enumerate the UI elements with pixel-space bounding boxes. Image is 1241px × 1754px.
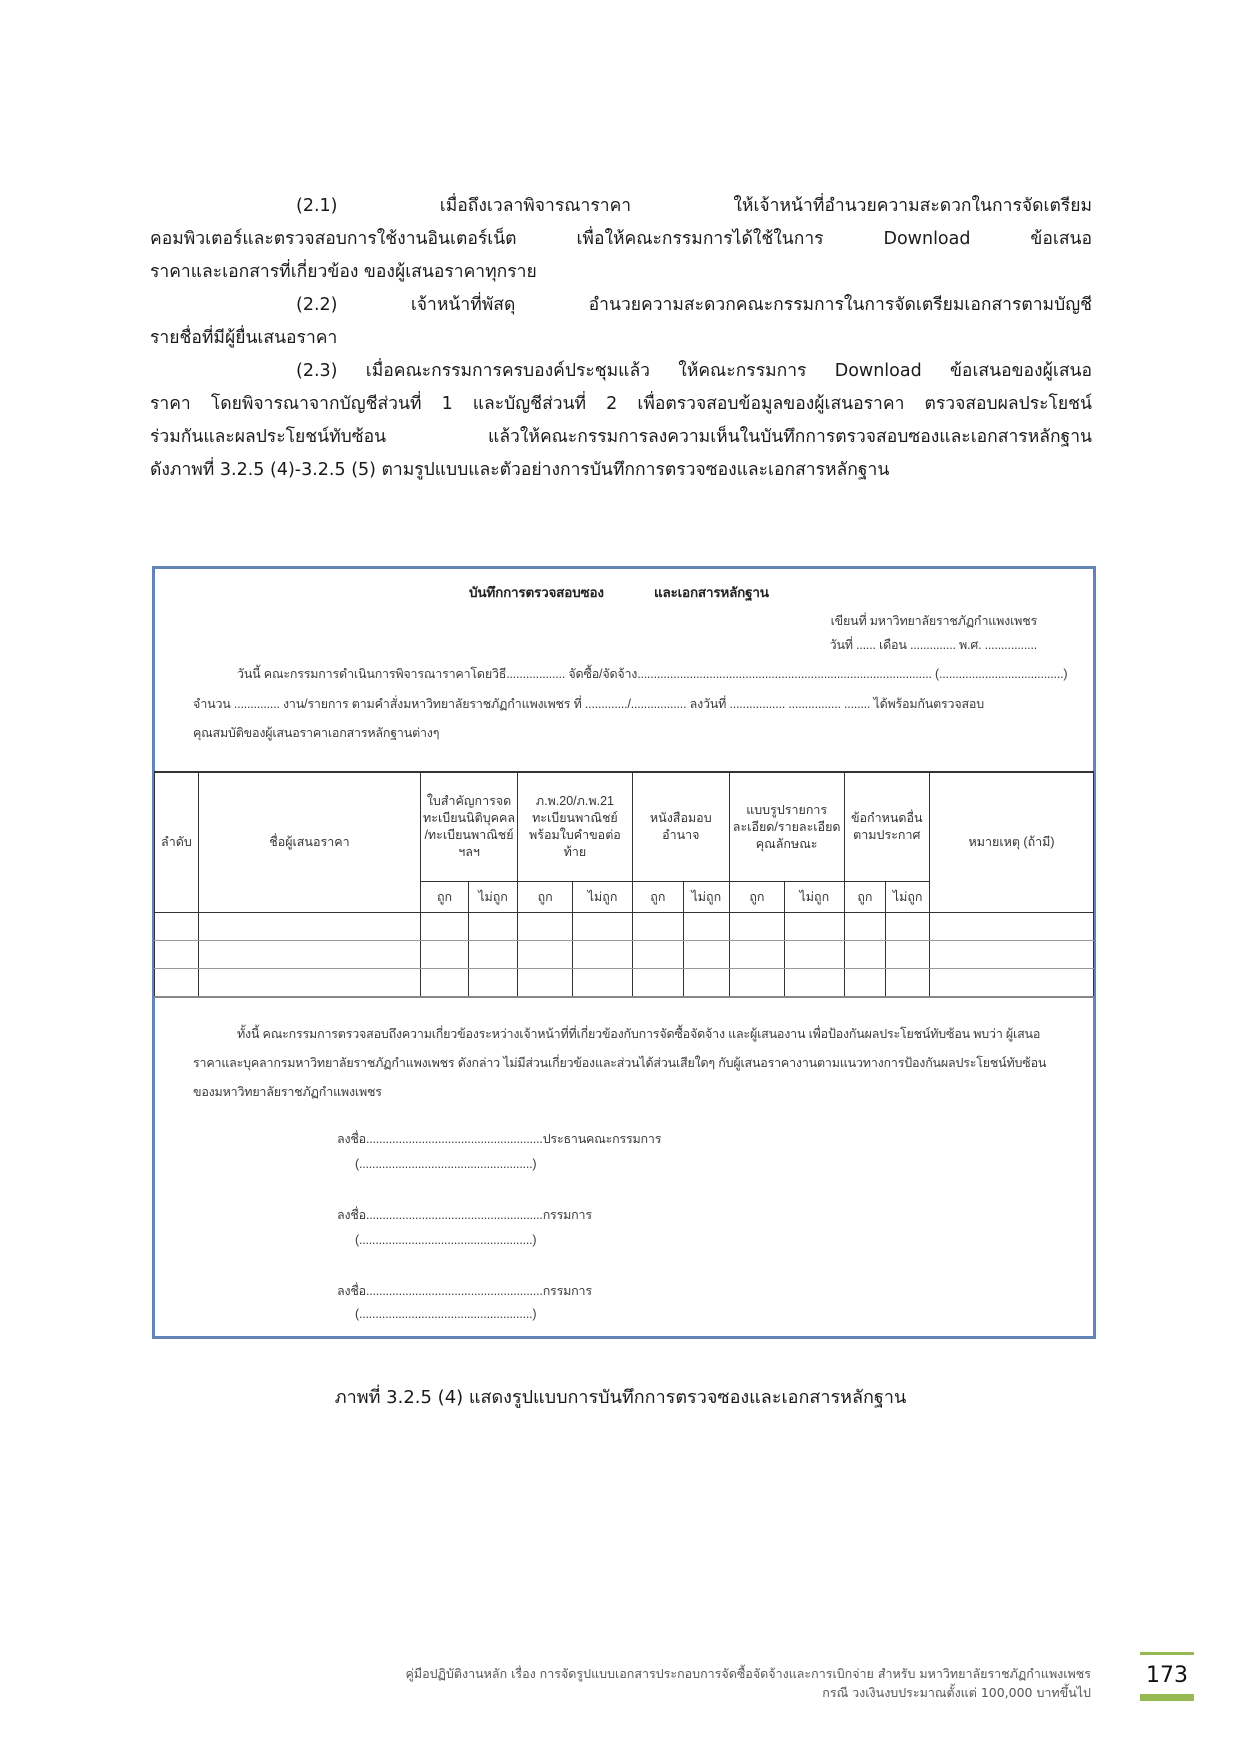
form-statement-line-2: ราคาและบุคลากรมหาวิทยาลัยราชภัฏกำแพงเพชร ดังกล่าว ไม่มีส่วนเกี่ยวข้องและส่วนได้ส่วนเสียใดๆ กับผู้เสนอราคางานตามแนวทางการป้องกันผลประโยชน์ทับซ้อน: [193, 1056, 1047, 1070]
subheader-incorrect: ไม่ถูก: [573, 882, 632, 913]
signature-committee-1: ลงชื่อ......................................................กรรมการ: [337, 1208, 592, 1222]
subheader-correct: ถูก: [632, 882, 683, 913]
page-number-bottom-bar: [1140, 1694, 1194, 1701]
paragraph-2-1-line-1: (2.1) เมื่อถึงเวลาพิจารณาราคา ให้เจ้าหน้าที่อำนวยความสะดวกในการจัดเตรียม: [296, 196, 1092, 216]
form-statement-line-1: ทั้งนี้ คณะกรรมการตรวจสอบถึงความเกี่ยวข้องระหว่างเจ้าหน้าที่ที่เกี่ยวข้องกับการจัดซื้อจัดจ้าง และผู้เสนองาน เพื่อป้องกันผลประโยชน์ทับซ้อน พบว่า ผู้เสนอ: [237, 1027, 1041, 1041]
subheader-correct: ถูก: [729, 882, 784, 913]
subheader-correct: ถูก: [518, 882, 573, 913]
header-registration-certificate: ใบสำคัญการจด ทะเบียนนิติบุคคล /ทะเบียนพาณิชย์ ฯลฯ: [421, 772, 518, 882]
footer-line-2: กรณี วงเงินงบประมาณตั้งแต่ 100,000 บาทขึ้นไป: [822, 1685, 1091, 1700]
signature-committee-1-name: (.....................................................): [355, 1233, 537, 1247]
signature-chairman: ลงชื่อ......................................................ประธานคณะกรรมการ: [337, 1132, 662, 1146]
form-date-line: วันที่ ...... เดือน .............. พ.ศ. ................: [829, 638, 1037, 652]
header-bidder-name: ชื่อผู้เสนอราคา: [198, 772, 420, 913]
paragraph-2-3-line-2: ราคา โดยพิจารณาจากบัญชีส่วนที่ 1 และบัญชีส่วนที่ 2 เพื่อตรวจสอบข้อมูลของผู้เสนอราคา ตรวจสอบผลประโยชน์: [150, 394, 1092, 414]
signature-committee-2: ลงชื่อ......................................................กรรมการ: [337, 1284, 592, 1298]
form-title-part-1: บันทึกการตรวจสอบซอง: [469, 585, 604, 600]
page-number-block: [1140, 1652, 1194, 1701]
subheader-correct: ถูก: [421, 882, 469, 913]
header-order: ลำดับ: [155, 772, 199, 913]
table-row: [155, 969, 1094, 998]
paragraph-2-2-line-2: รายชื่อที่มีผู้ยื่นเสนอราคา: [150, 328, 338, 348]
paragraph-2-3-line-4: ดังภาพที่ 3.2.5 (4)-3.2.5 (5) ตามรูปแบบและตัวอย่างการบันทึกการตรวจซองและเอกสารหลักฐาน: [150, 460, 890, 480]
signature-chairman-name: (.....................................................): [355, 1157, 537, 1171]
header-power-of-attorney: หนังสือมอบ อำนาจ: [632, 772, 729, 882]
footer-line-1: คู่มือปฏิบัติงานหลัก เรื่อง การจัดรูปแบบเอกสารประกอบการจัดซื้อจัดจ้างและการเบิกจ่าย สำหรับ มหาวิทยาลัยราชภัฏกำแพงเพชร: [405, 1666, 1091, 1681]
subheader-correct: ถูก: [844, 882, 886, 913]
form-title-part-2: และเอกสารหลักฐาน: [654, 585, 769, 600]
form-intro-line-3: คุณสมบัติของผู้เสนอราคาเอกสารหลักฐานต่างๆ: [193, 726, 440, 740]
table-row: [155, 941, 1094, 969]
bidder-check-table: [154, 771, 1094, 998]
subheader-incorrect: ไม่ถูก: [469, 882, 518, 913]
page-number: 173: [1146, 1663, 1188, 1688]
header-vat-registration: ภ.พ.20/ภ.พ.21 ทะเบียนพาณิชย์ พร้อมใบคำขอต่อท้าย: [518, 772, 633, 882]
form-intro-line-1: วันนี้ คณะกรรมการดำเนินการพิจารณาราคาโดยวิธี.................. จัดซื้อ/จัดจ้าง.......................................................................................... (......................................): [237, 667, 1068, 681]
paragraph-2-1-line-3: ราคาและเอกสารที่เกี่ยวข้อง ของผู้เสนอราคาทุกราย: [150, 262, 537, 282]
form-statement-line-3: ของมหาวิทยาลัยราชภัฏกำแพงเพชร: [193, 1085, 382, 1099]
paragraph-2-3-line-3: ร่วมกันและผลประโยชน์ทับซ้อน แล้วให้คณะกรรมการลงความเห็นในบันทึกการตรวจสอบซองและเอกสารหลักฐาน: [150, 427, 1092, 447]
form-intro-line-2: จำนวน .............. งาน/รายการ ตามคำสั่งมหาวิทยาลัยราชภัฏกำแพงเพชร ที่ ............./................. ลงวันที่ ................. ................ ........ ได้พร้อมกันตรวจสอบ: [193, 697, 984, 711]
signature-committee-2-name: (.....................................................): [355, 1307, 537, 1321]
subheader-incorrect: ไม่ถูก: [886, 882, 930, 913]
header-remark: หมายเหตุ (ถ้ามี): [930, 772, 1094, 913]
subheader-incorrect: ไม่ถูก: [683, 882, 729, 913]
page-number-top-bar: [1140, 1652, 1194, 1655]
figure-caption: ภาพที่ 3.2.5 (4) แสดงรูปแบบการบันทึกการตรวจซองและเอกสารหลักฐาน: [334, 1387, 907, 1408]
envelope-inspection-form-figure: [152, 566, 1096, 1339]
table-row: [155, 913, 1094, 941]
footer-text: [406, 1664, 1091, 1702]
paragraph-2-1-line-2: คอมพิวเตอร์และตรวจสอบการใช้งานอินเตอร์เน็ต เพื่อให้คณะกรรมการได้ใช้ในการ Download ข้อเสนอ: [150, 229, 1092, 249]
header-other-requirements: ข้อกำหนดอื่น ตามประกาศ: [844, 772, 930, 882]
paragraph-2-2-line-1: (2.2) เจ้าหน้าที่พัสดุ อำนวยความสะดวกคณะกรรมการในการจัดเตรียมเอกสารตามบัญชี: [296, 295, 1092, 315]
form-written-at: เขียนที่ มหาวิทยาลัยราชภัฏกำแพงเพชร: [830, 614, 1037, 628]
header-specification: แบบรูปรายการ ละเอียด/รายละเอียด คุณลักษณะ: [729, 772, 844, 882]
subheader-incorrect: ไม่ถูก: [785, 882, 844, 913]
paragraph-2-3-line-1: (2.3) เมื่อคณะกรรมการครบองค์ประชุมแล้ว ให้คณะกรรมการ Download ข้อเสนอของผู้เสนอ: [296, 361, 1092, 381]
